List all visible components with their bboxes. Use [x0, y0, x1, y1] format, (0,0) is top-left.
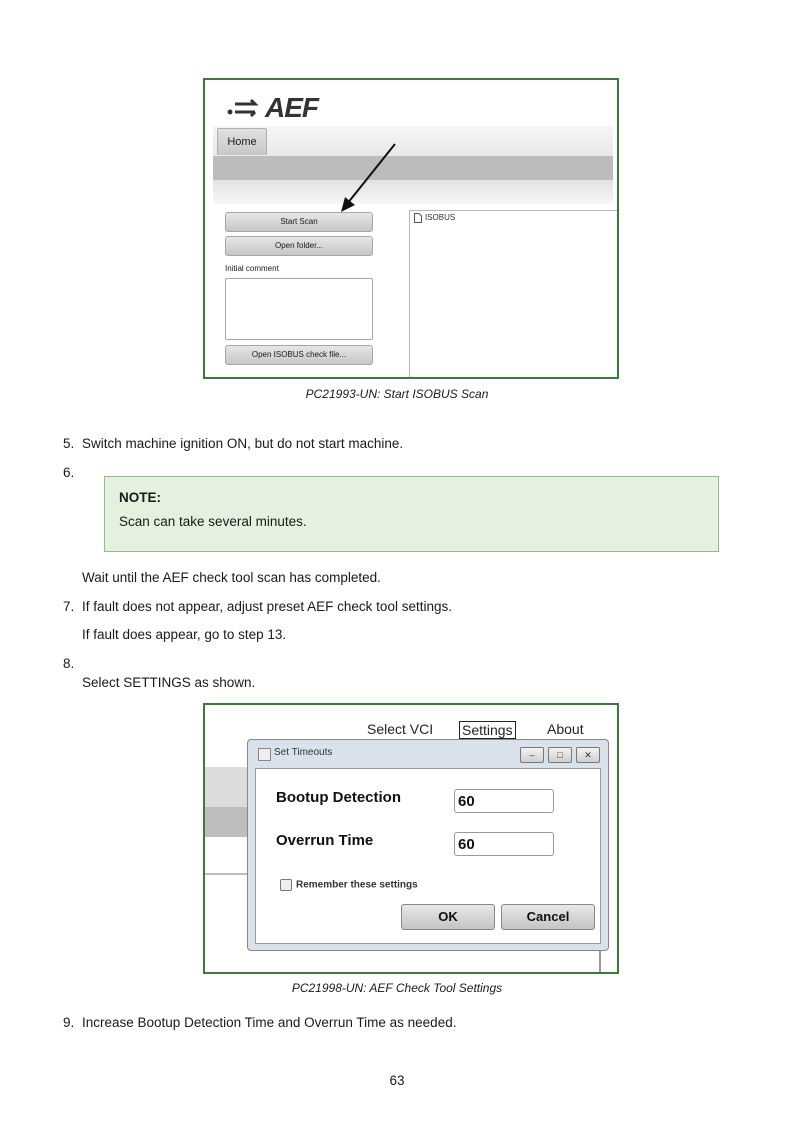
step-6-text: Wait until the AEF check tool scan has completed.: [82, 570, 381, 585]
figure-start-isobus-scan: AEF Home Start Scan Open folder... Initial comment Open ISOBUS check file... ISOBUS: [203, 78, 619, 379]
note-box: [104, 476, 719, 552]
minimize-icon[interactable]: –: [520, 747, 544, 763]
step-7-text-2: If fault does appear, go to step 13.: [82, 627, 287, 642]
dialog-titlebar: [248, 740, 608, 766]
open-isobus-check-file-button[interactable]: Open ISOBUS check file...: [225, 345, 373, 365]
remember-settings-label: Remember these settings: [296, 879, 418, 891]
note-title: NOTE:: [119, 490, 161, 505]
step-7-number: 7.: [63, 599, 75, 614]
step-5-text: Switch machine ignition ON, but do not start machine.: [82, 436, 404, 451]
toolbar-gradient: [213, 180, 613, 204]
menu-about[interactable]: About: [547, 721, 584, 737]
remember-settings-checkbox[interactable]: [280, 879, 418, 891]
menu-settings[interactable]: Settings: [459, 721, 516, 739]
maximize-icon[interactable]: □: [548, 747, 572, 763]
dialog-title: Set Timeouts: [274, 747, 333, 758]
menu-select-vci[interactable]: Select VCI: [367, 721, 434, 737]
file-icon: [414, 213, 422, 223]
figure1-caption: PC21993-UN: Start ISOBUS Scan: [305, 387, 489, 401]
overrun-time-label: Overrun Time: [276, 832, 374, 849]
checkbox-icon: [280, 879, 292, 891]
bootup-detection-input[interactable]: 60: [454, 789, 554, 813]
step-7-text: If fault does not appear, adjust preset AEF check tool settings.: [82, 599, 452, 614]
java-window-icon: [258, 748, 271, 761]
tree-item-isobus[interactable]: ISOBUS: [414, 213, 455, 223]
menu-bar: [213, 126, 613, 156]
initial-comment-textarea[interactable]: [225, 278, 373, 340]
open-folder-button[interactable]: Open folder...: [225, 236, 373, 256]
step-8-number: 8.: [63, 656, 75, 671]
note-body: Scan can take several minutes.: [119, 514, 307, 529]
overrun-time-input[interactable]: 60: [454, 832, 554, 856]
dialog-content: [255, 768, 601, 944]
step-9-number: 9.: [63, 1015, 75, 1030]
tab-home[interactable]: Home: [217, 128, 267, 155]
step-5-number: 5.: [63, 436, 75, 451]
start-scan-button[interactable]: Start Scan: [225, 212, 373, 232]
toolbar-band: [213, 156, 613, 180]
step-9-text: Increase Bootup Detection Time and Overrun Time as needed.: [82, 1015, 457, 1030]
step-6-number: 6.: [63, 465, 75, 480]
figure2-caption: PC21998-UN: AEF Check Tool Settings: [291, 981, 503, 995]
close-icon[interactable]: ✕: [576, 747, 600, 763]
cancel-button[interactable]: Cancel: [501, 904, 595, 930]
pointer-arrow: [335, 142, 405, 214]
file-tree: [409, 210, 619, 379]
set-timeouts-dialog: [247, 739, 609, 951]
figure-aef-settings: [203, 703, 619, 974]
ok-button[interactable]: OK: [401, 904, 495, 930]
aef-arrows-icon: [227, 98, 261, 118]
page-number: 63: [389, 1073, 405, 1088]
initial-comment-label: Initial comment: [225, 264, 279, 273]
step-8-text: Select SETTINGS as shown.: [82, 675, 256, 690]
bootup-detection-label: Bootup Detection: [276, 789, 401, 806]
